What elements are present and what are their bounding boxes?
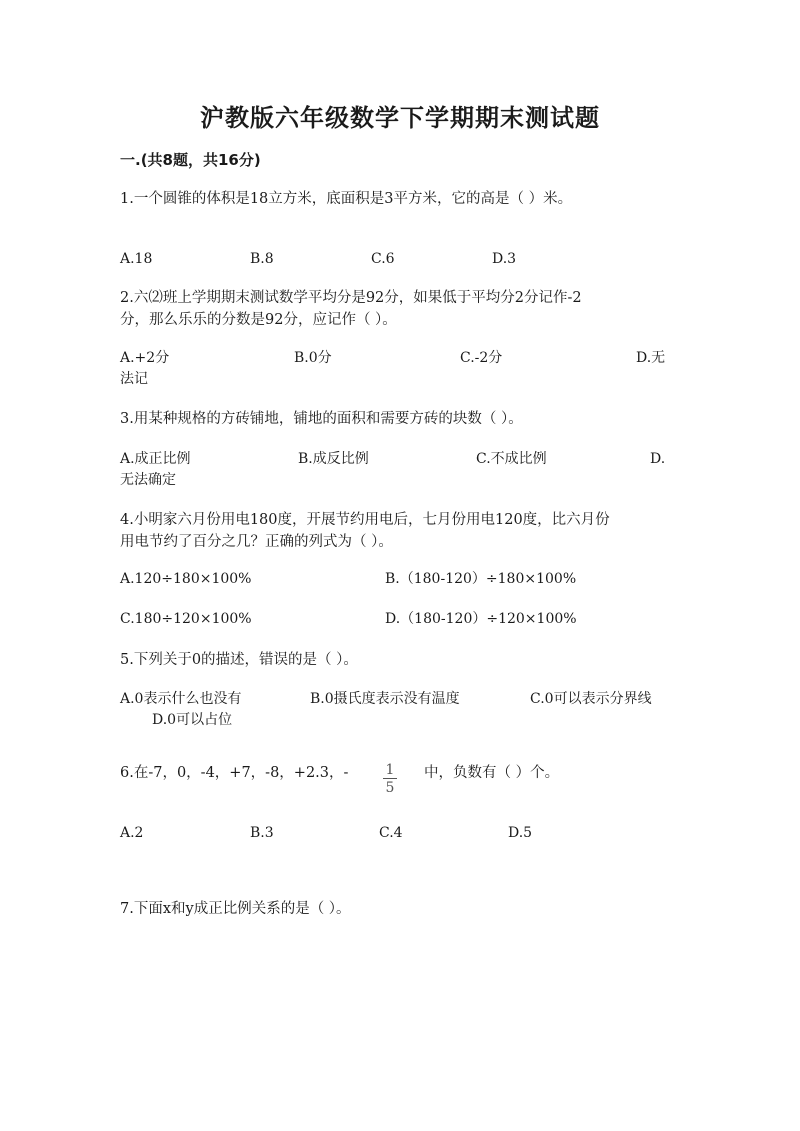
section-heading: 一.(共8题，共16分): [120, 151, 261, 169]
question-2-option-b: B.0分: [294, 350, 332, 366]
fraction-denominator: 5: [385, 780, 395, 796]
question-7-text: 7.下面x和y成正比例关系的是（ ）。: [120, 901, 351, 917]
question-3-option-a: A.成正比例: [120, 451, 191, 467]
question-3-option-d: D.: [650, 451, 666, 467]
fraction-numerator: 1: [385, 762, 395, 778]
question-6-suffix: 中，负数有（ ）个。: [424, 765, 560, 781]
question-2-option-d-wrap: 法记: [120, 371, 148, 387]
question-6-prefix: 6.在-7，0，-4，+7，-8，+2.3，-: [120, 765, 349, 781]
question-4-option-a: A.120÷180×100%: [120, 571, 252, 587]
question-6-option-a: A.2: [120, 825, 144, 841]
question-4-option-c: C.180÷120×100%: [120, 611, 252, 627]
question-5-option-a: A.0表示什么也没有: [120, 691, 242, 707]
fraction-one-fifth: [383, 762, 397, 797]
question-3-option-b: B.成反比例: [298, 451, 369, 467]
question-1-option-b: B.8: [250, 251, 274, 267]
question-6-option-d: D.5: [508, 825, 533, 841]
question-1-text: 1.一个圆锥的体积是18立方米，底面积是3平方米，它的高是（ ）米。: [120, 191, 573, 207]
question-6-option-b: B.3: [250, 825, 274, 841]
question-4-option-b: B.（180-120）÷180×100%: [385, 571, 577, 587]
question-5-option-c: C.0可以表示分界线: [530, 691, 652, 707]
question-2-line-1: 2.六⑵班上学期期末测试数学平均分是92分，如果低于平均分2分记作-2: [120, 290, 582, 306]
question-2-option-a: A.+2分: [120, 350, 170, 366]
question-2-option-d: D.无: [636, 350, 666, 366]
question-2-option-c: C.-2分: [460, 350, 503, 366]
question-5-text: 5.下列关于0的描述，错误的是（ ）。: [120, 652, 358, 668]
question-2-line-2: 分，那么乐乐的分数是92分，应记作（ ）。: [120, 312, 397, 328]
question-1-option-c: C.6: [371, 251, 395, 267]
question-3-text: 3.用某种规格的方砖铺地，铺地的面积和需要方砖的块数（ ）。: [120, 411, 523, 427]
question-4-line-2: 用电节约了百分之几？正确的列式为（ ）。: [120, 534, 393, 550]
question-5-option-b: B.0摄氏度表示没有温度: [310, 691, 460, 707]
question-1-option-d: D.3: [492, 251, 517, 267]
question-3-option-c: C.不成比例: [476, 451, 547, 467]
question-3-option-d-wrap: 无法确定: [120, 472, 176, 488]
question-4-option-d: D.（180-120）÷120×100%: [385, 611, 577, 627]
question-4-line-1: 4.小明家六月份用电180度，开展节约用电后，七月份用电120度，比六月份: [120, 512, 610, 528]
question-5-option-d: D.0可以占位: [152, 712, 233, 728]
question-6-option-c: C.4: [379, 825, 403, 841]
page-title: 沪教版六年级数学下学期期末测试题: [200, 104, 600, 132]
question-1-option-a: A.18: [120, 251, 153, 267]
